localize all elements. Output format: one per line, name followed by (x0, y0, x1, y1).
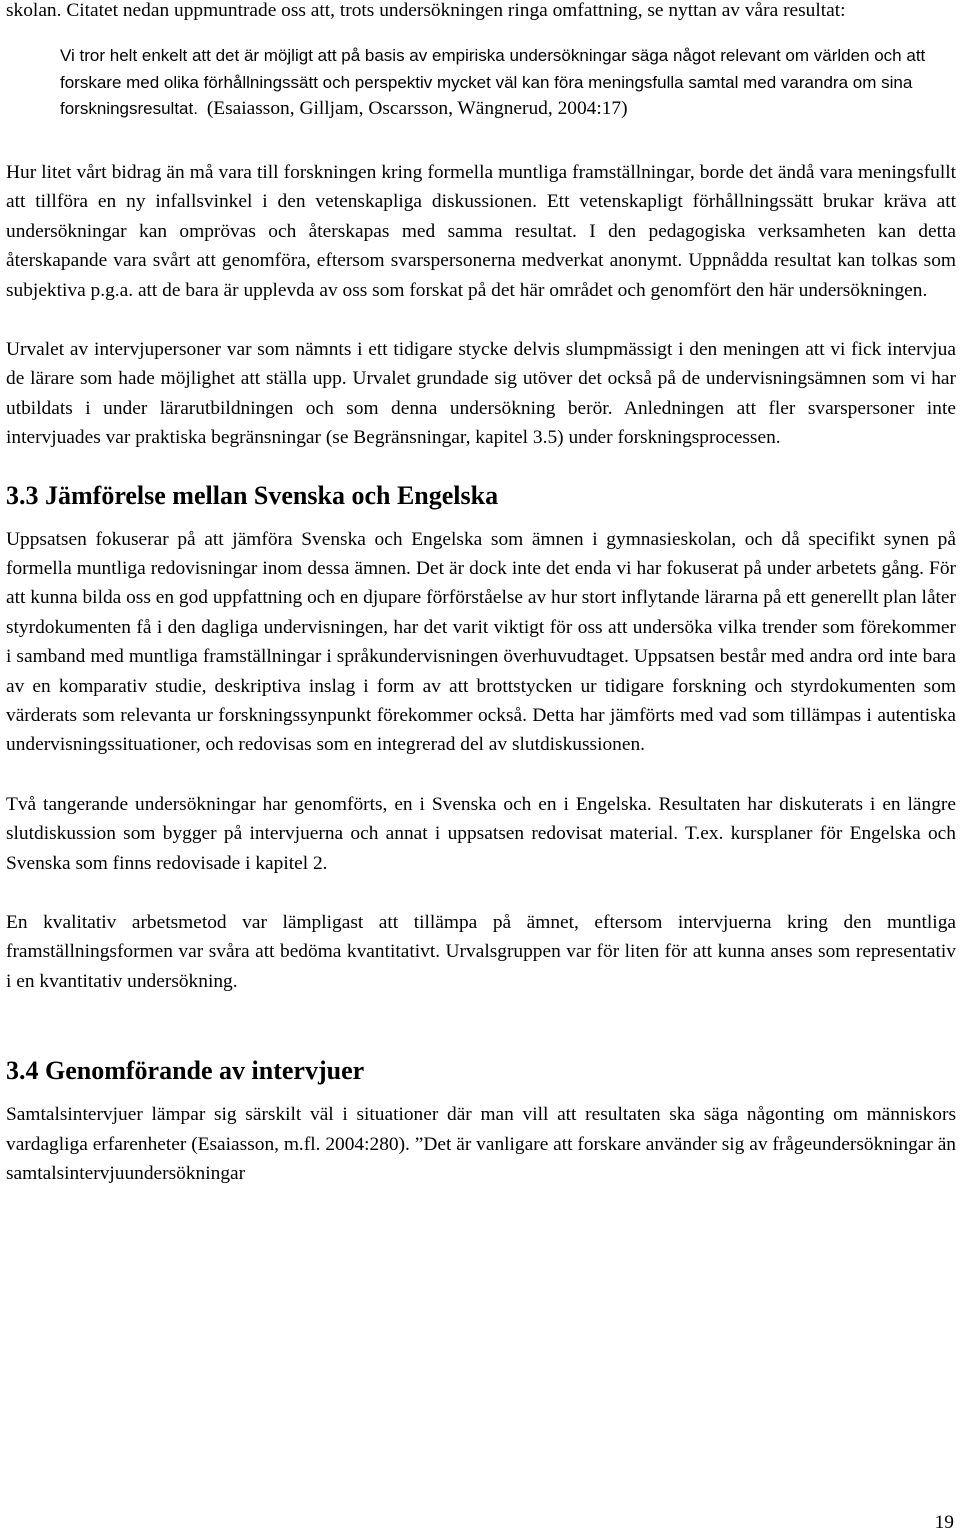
paragraph-bidrag: Hur litet vårt bidrag än må vara till forskningen kring formella muntliga framställningar, borde det ändå vara meningsfullt att tillföra en ny infallsvinkel i den vetenskapliga diskussionen. Ett vetenskapligt förhållningssätt brukar kräva att undersökningar kan omprövas och återskapas med samma resultat. I den pedagogiska verksamheten kan detta återskapande vara svårt att genomföra, eftersom svarspersonerna medverkat anonymt. Uppnådda resultat kan tolkas som subjektiva p.g.a. att de bara är upplevda av oss som forskat på det här området och genomfört den här undersökningen. (6, 161, 956, 301)
paragraph-urvalet: Urvalet av intervjupersoner var som nämnts i ett tidigare stycke delvis slumpmässigt i den meningen att vi fick intervjua de lärare som hade möjlighet att ställa upp. Urvalet grundade sig utöver det också på de undervisningsämnen som vi har utbildats i under lärarutbildningen och som denna undersökning berör. Anledningen att fler svarspersoner inte intervjuades var praktiska begränsningar (se Begränsningar, kapitel 3.5) under forskningsprocessen. (6, 338, 956, 449)
paragraph-uppsatsen: Uppsatsen fokuserar på att jämföra Svenska och Engelska som ämnen i gymnasieskolan, och då specifikt synen på formella muntliga redovisningar inom dessa ämnen. Det är dock inte det enda vi har fokuserat på under arbetets gång. För att kunna bilda oss en god uppfattning och en djupare förförståelse av hur stort inflytande lärarna på ett generellt plan låter styrdokumenten få i den dagliga undervisningen, har det varit viktigt för oss att undersöka vilka trender som förekommer i samband med muntliga framställningar i språkundervisningen överhuvudtaget. Uppsatsen består med andra ord inte bara av en komparativ studie, deskriptiva inslag i form av att brottstycken ur tidigare forskning och styrdokumenten som värderats som relevanta ur forskningssynpunkt förekommer också. Detta har jämförts med vad som tillämpas i autentiska undervisningssituationer, och redovisas som en integrerad del av slutdiskussionen. (6, 528, 956, 756)
quote-citation-text: (Esaiasson, Gilljam, Oscarsson, Wängnerud, 2004:17) (206, 98, 628, 120)
quote-text: Vi tror helt enkelt att det är möjligt att på basis av empiriska undersökningar säga något relevant om världen och att forskare med olika förhållningssätt och perspektiv mycket väl kan föra meningsfulla samtal med varandra om sina forskningsresultat. (60, 46, 926, 119)
quote-citation (202, 98, 628, 119)
document-page (6, 0, 956, 1188)
block-quote (60, 43, 956, 123)
paragraph-samtalsintervjuer: Samtalsintervjuer lämpar sig särskilt väl i situationer där man vill att resultaten ska säga någonting om människors vardagliga erfarenheter (Esaiasson, m.fl. 2004:280). ”Det är vanligare att forskare använder sig av frågeundersökningar än samtalsintervjuundersökningar (6, 1104, 956, 1185)
paragraph-kvalitativ: En kvalitativ arbetsmetod var lämpligast att tillämpa på ämnet, eftersom intervjuerna kring den muntliga framställningsformen var svåra att bedöma kvantitativt. Urvalsgruppen var för liten för att kunna anses som representativ i en kvantitativ undersökning. (6, 912, 956, 992)
section-heading-3-4: 3.4 Genomförande av intervjuer (6, 1056, 365, 1086)
page-number: 19 (934, 1512, 954, 1533)
intro-paragraph: skolan. Citatet nedan uppmuntrade oss att, trots undersökningen ringa omfattning, se nyttan av våra resultat: (6, 0, 846, 21)
section-heading-3-3: 3.3 Jämförelse mellan Svenska och Engelska (6, 480, 499, 510)
paragraph-tva-undersokningar: Två tangerande undersökningar har genomförts, en i Svenska och en i Engelska. Resultaten har diskuterats i en längre slutdiskussion som bygger på intervjuerna och annat i uppsatsen redovisat material. T.ex. kursplaner för Engelska och Svenska som finns redovisade i kapitel 2. (6, 793, 956, 874)
